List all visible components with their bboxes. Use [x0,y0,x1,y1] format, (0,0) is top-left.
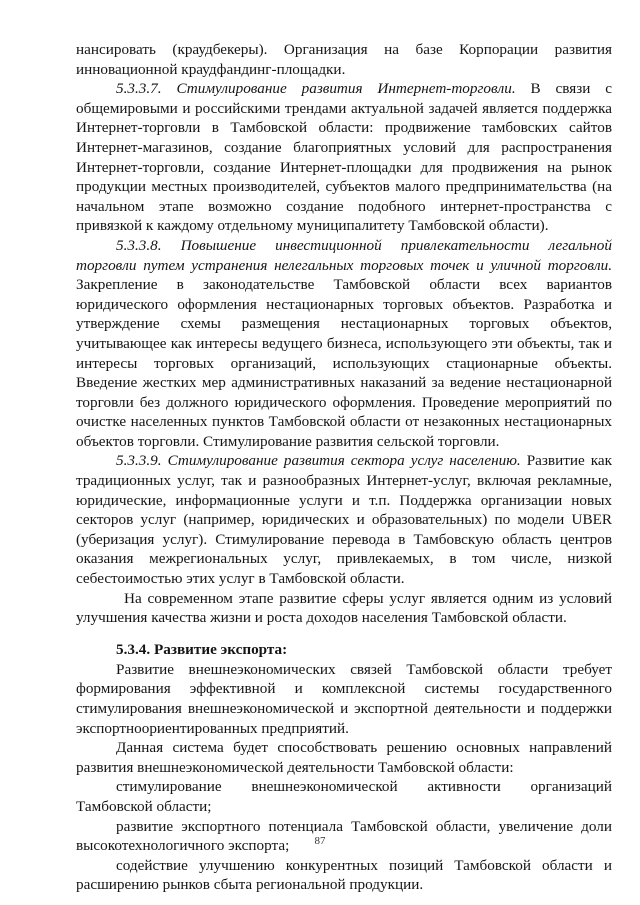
paragraph-internet-trade [76,79,612,236]
subsection-title: 5.3.3.9. Стимулирование развития сектора услуг населению. [116,452,521,470]
paragraph-text: Развитие как традиционных услуг, так и разнообразных Интернет-услуг, включая рекламные, юридические, информационные услуги и т.п. Поддержка организации новых секторов услуг (например, юридических и образовательных) по модели UBER (уберизация услуг). Стимулирование перевода в Тамбовскую область центров оказания межрегиональных услуг, привлекаемых, в том числе, низкой себестоимостью этих услуг в Тамбовской области. [76,452,612,588]
section-heading: 5.3.4. Развитие экспорта: [116,640,288,658]
page-number: 87 [314,835,326,847]
list-item: развитие экспортного потенциала Тамбовской области, увеличение доли высокотехнологичного экспорта; [76,817,612,855]
paragraph-legal-trade [76,236,612,452]
section-spacer [76,628,612,640]
paragraph-export-intro: Развитие внешнеэкономических связей Тамбовской области требует формирования эффективной и комплексной системы государственного стимулирования внешнеэкономической и экспортной деятельности и поддержки экспортноориентированных предприятий. [76,660,612,737]
subsection-title: 5.3.3.7. Стимулирование развития Интернет-торговли. [116,80,516,98]
paragraph-text: В связи с общемировыми и российскими трендами актуальной задачей является поддержка Интернет-торговли в Тамбовской области: продвижение тамбовских сайтов Интернет-магазинов, создание благоприятных условий для распространения Интернет-торговли, создание Интернет-площадки для продвижения на рынок продукции местных производителей, субъектов малого предпринимательства (на начальном этапе возможно создание подобного интернет-пространства с привязкой к каждому отдельному муниципалитету Тамбовской области). [76,80,612,235]
page-body [76,40,612,895]
list-item: стимулирование внешнеэкономической активности организаций Тамбовской области; [76,778,612,815]
paragraph-text: Закрепление в законодательстве Тамбовской области всех вариантов юридического оформления нестационарных торговых объектов. Разработка и утверждение схемы размещения нестационарных торговых объектов, учитывающее как интересы ведущего бизнеса, использующего эти объекты, так и интересы торговых организаций, использующих стационарные объекты. Введение жестких мер административных наказаний за ведение нестационарной торговли без должного юридического оформления. Проведение мероприятий по очистке населенных пунктов Тамбовской области от незаконных нестационарных объектов торговли. Стимулирование развития сельской торговли. [76,276,612,450]
subsection-title: 5.3.3.8. Повышение инвестиционной привлекательности легальной торговли путем устранения нелегальных торговых точек и уличной торговли. [76,236,612,274]
paragraph-continuation: нансировать (краудбекеры). Организация на базе Корпорации развития инновационной краудфандинг-площадки. [76,41,612,78]
paragraph-services-summary: На современном этапе развитие сферы услуг является одним из условий улучшения качества жизни и роста доходов населения Тамбовской области. [76,589,612,627]
list-item: содействие улучшению конкурентных позиций Тамбовской области и расширению рынков сбыта региональной продукции. [76,856,612,894]
paragraph-export-system: Данная система будет способствовать решению основных направлений развития внешнеэкономической деятельности Тамбовской области: [76,739,612,776]
paragraph-services [76,451,612,588]
